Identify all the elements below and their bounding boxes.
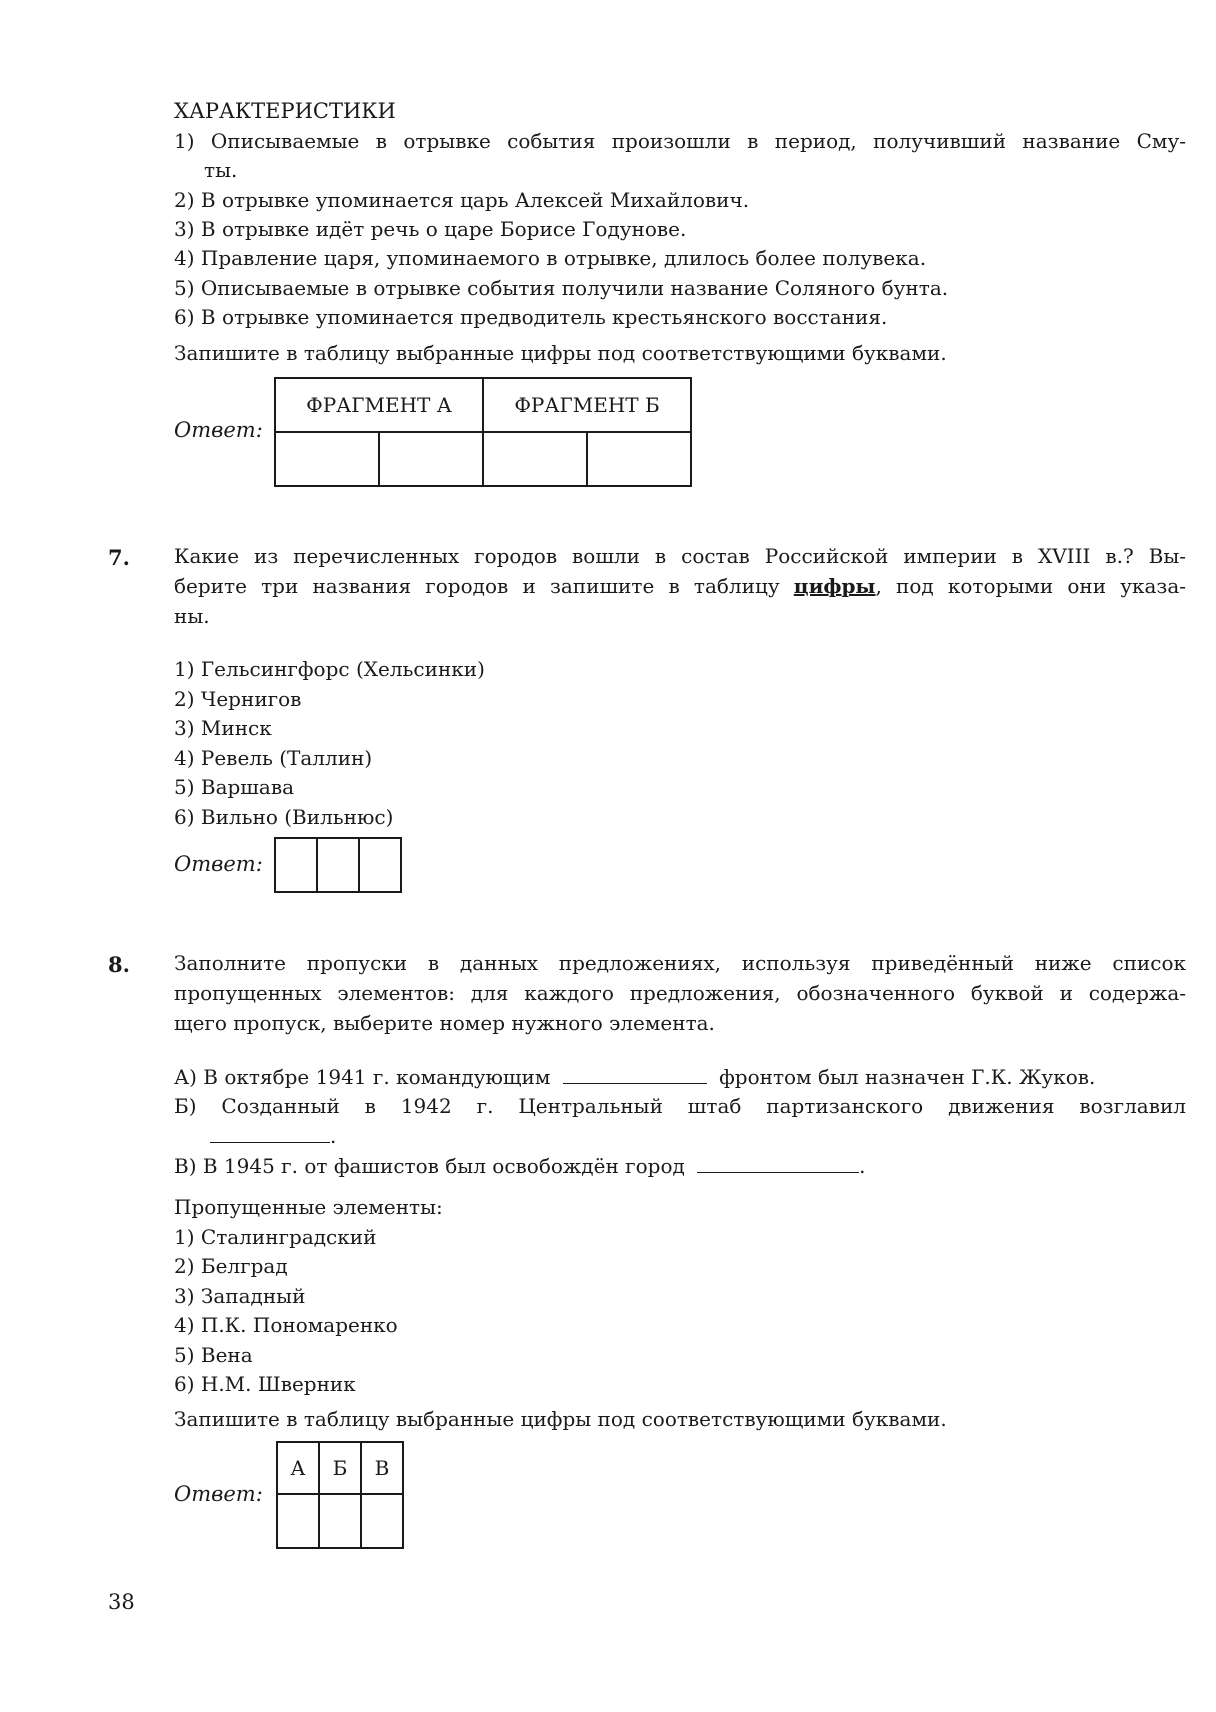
element-item: 6) Н.М. Шверник (174, 1372, 356, 1396)
option-item: 5) Варшава (174, 775, 295, 799)
instruction-text: Запишите в таблицу выбранные цифры под соответствующими буквами. (174, 341, 947, 365)
option-item: 3) Минск (174, 716, 272, 740)
answer-label: Ответ: (174, 852, 263, 876)
task-number: 8. (108, 952, 130, 977)
task-number: 7. (108, 545, 130, 570)
characteristic-item: ты. (204, 158, 238, 182)
elements-heading: Пропущенные элементы: (174, 1195, 443, 1219)
answer-cell[interactable] (359, 838, 401, 892)
sentence-c (174, 1152, 866, 1179)
characteristic-item: 2) В отрывке упоминается царь Алексей Михайлович. (174, 188, 750, 212)
table-header-fragment-a: ФРАГМЕНТ А (275, 378, 483, 432)
sentence-b-continuation (210, 1122, 336, 1149)
element-item: 3) Западный (174, 1284, 306, 1308)
answer-cell[interactable] (361, 1494, 403, 1548)
answer-cell[interactable] (483, 432, 587, 486)
characteristic-item: 1) Описываемые в отрывке события произошли в период, получивший название Сму- (174, 129, 1186, 153)
sentence-c-period: . (859, 1154, 866, 1178)
answer-cell[interactable] (587, 432, 691, 486)
element-item: 5) Вена (174, 1343, 253, 1367)
answer-cell[interactable] (277, 1494, 319, 1548)
characteristic-item: 4) Правление царя, упоминаемого в отрывке, длилось более полувека. (174, 246, 927, 270)
sentence-b: Б) Созданный в 1942 г. Центральный штаб партизанского движения возглавил (174, 1094, 1186, 1118)
answer-cell[interactable] (275, 838, 317, 892)
option-item: 2) Чернигов (174, 687, 302, 711)
sentence-c-start: В) В 1945 г. от фашистов был освобождён город (174, 1154, 685, 1178)
answer-cell[interactable] (379, 432, 483, 486)
table-header-a: А (277, 1442, 319, 1494)
task8-question-line: пропущенных элементов: для каждого предложения, обозначенного буквой и содержа- (174, 981, 1186, 1005)
sentence-b-period: . (330, 1124, 337, 1148)
task7-question-line: ны. (174, 604, 210, 628)
element-item: 4) П.К. Пономаренко (174, 1313, 398, 1337)
table-header-fragment-b: ФРАГМЕНТ Б (483, 378, 691, 432)
task7-question-text: , под которыми они указа- (875, 574, 1187, 598)
table-header-b: Б (319, 1442, 361, 1494)
table-header-c: В (361, 1442, 403, 1494)
answer-table-task7 (274, 837, 402, 893)
sentence-a-start: А) В октябре 1941 г. командующим (174, 1065, 551, 1089)
task7-question-line: Какие из перечисленных городов вошли в состав Российской империи в XVIII в.? Вы- (174, 544, 1186, 568)
task7-question-text: берите три названия городов и запишите в таблицу (174, 574, 794, 598)
characteristic-item: 6) В отрывке упоминается предводитель крестьянского восстания. (174, 305, 888, 329)
instruction-text: Запишите в таблицу выбранные цифры под соответствующими буквами. (174, 1407, 947, 1431)
task7-emphasis: цифры (793, 574, 876, 598)
blank-line[interactable] (563, 1063, 707, 1084)
blank-line[interactable] (210, 1122, 330, 1143)
characteristic-item: 5) Описываемые в отрывке события получили название Соляного бунта. (174, 276, 949, 300)
characteristic-item: 3) В отрывке идёт речь о царе Борисе Годунове. (174, 217, 687, 241)
answer-table-task8 (276, 1441, 404, 1549)
option-item: 4) Ревель (Таллин) (174, 746, 373, 770)
task7-question-line (174, 573, 1186, 599)
element-item: 2) Белград (174, 1254, 288, 1278)
characteristics-heading: ХАРАКТЕРИСТИКИ (174, 99, 396, 123)
answer-cell[interactable] (319, 1494, 361, 1548)
answer-cell[interactable] (275, 432, 379, 486)
task8-question-line: Заполните пропуски в данных предложениях, используя приведённый ниже список (174, 951, 1186, 975)
element-item: 1) Сталинградский (174, 1225, 377, 1249)
answer-label: Ответ: (174, 418, 263, 442)
blank-line[interactable] (697, 1152, 859, 1173)
page-number: 38 (108, 1590, 135, 1614)
answer-label: Ответ: (174, 1482, 263, 1506)
answer-table-fragments (274, 377, 692, 487)
answer-cell[interactable] (317, 838, 359, 892)
sentence-a (174, 1063, 1095, 1090)
sentence-a-end: фронтом был назначен Г.К. Жуков. (719, 1065, 1096, 1089)
option-item: 6) Вильно (Вильнюс) (174, 805, 394, 829)
task8-question-line: щего пропуск, выберите номер нужного элемента. (174, 1011, 715, 1035)
option-item: 1) Гельсингфорс (Хельсинки) (174, 657, 485, 681)
